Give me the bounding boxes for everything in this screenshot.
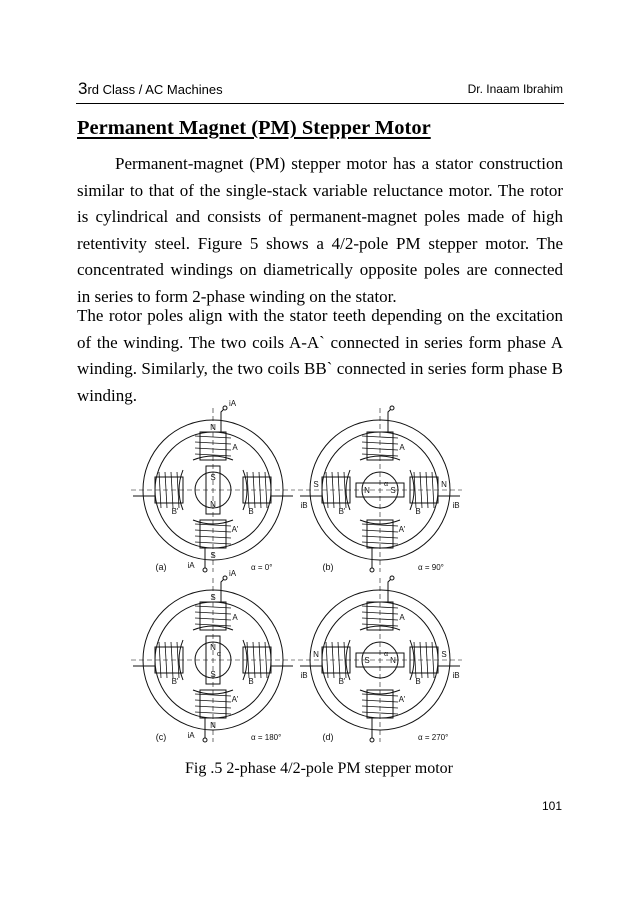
pole-b-prime-label: B' [171,507,179,516]
stator-bottom-label: S [210,551,216,560]
stepper-motor-figure [118,398,490,750]
section-title: Permanent Magnet (PM) Stepper Motor [77,117,431,139]
rotor-bottom-label: N [210,500,216,509]
rotor-left-label: N [364,486,370,495]
pole-b-prime-label: B' [171,677,179,686]
stator-right-label: N [441,480,447,489]
motor-panel-3 [131,569,295,742]
pole-b-prime-label: B' [338,507,346,516]
figure-caption: Fig .5 2-phase 4/2-pole PM stepper motor [185,760,453,777]
motor-panel-2 [298,406,462,572]
current-bottom-label: iA [187,561,195,570]
alpha-label: α [216,651,222,658]
current-left-label: iB [300,501,308,510]
alpha-label: α [383,651,389,658]
paragraph-2: The rotor poles align with the stator teeth depending on the excitation of the winding. The two coils A-A` connected in series form phase A winding. Similarly, the two coils BB` connected in series form phase B winding. [77,306,563,405]
pole-a-prime-label: A' [398,525,406,534]
terminal-bottom [203,738,207,742]
motor-panel-1 [131,399,295,572]
panel-angle-label: α = 180° [251,733,282,742]
pole-b-label: B [248,677,254,686]
current-left-label: iB [300,671,308,680]
terminal-bottom [370,738,374,742]
page-number: 101 [541,799,562,813]
paragraph-1: Permanent-magnet (PM) stepper motor has a stator construction similar to that of the single-stack variable reluctance motor. The rotor is cylindrical and consists of permanent-magnet poles made of high retentivity steel. Figure 5 shows a 4/2-pole PM stepper motor. The concentrated windings on diametrically opposite poles are connected in series to form 2-phase winding on the stator. [77,154,563,306]
current-top-label: iA [229,399,237,408]
rotor-left-label: S [364,656,370,665]
stator-right-label: S [441,650,447,659]
terminal-bottom [370,568,374,572]
rotor-right-label: N [390,656,396,665]
rotor-bottom-label: S [210,670,216,679]
panel-angle-label: α = 0° [251,563,273,572]
pole-a-prime-label: A' [231,525,239,534]
terminal-bottom [203,568,207,572]
panel-angle-label: α = 90° [418,563,444,572]
pole-a-prime-label: A' [398,695,406,704]
stator-left-label: S [313,480,319,489]
terminal-top [223,576,227,580]
stator-top-label: N [210,423,216,432]
pole-a-prime-label: A' [231,695,239,704]
header-class-title: rd Class / AC Machines [87,82,223,97]
panel-label: (a) [155,562,167,572]
panel-label: (d) [322,732,334,742]
lead-top [388,408,392,432]
header-class-number: 3 [78,79,88,98]
terminal-top [390,406,394,410]
header-left [78,79,223,99]
stator-left-label: N [313,650,319,659]
panel-angle-label: α = 270° [418,733,449,742]
pole-a-label: A [399,443,405,452]
current-right-label: iB [452,671,460,680]
rotor-top-label: S [210,473,216,482]
stator-bottom-label: N [210,721,216,730]
lead-top [388,578,392,602]
current-top-label: iA [229,569,237,578]
pole-a-label: A [399,613,405,622]
header-rule [76,103,564,104]
stator-top-label: S [210,593,216,602]
motor-panel-4 [298,576,462,742]
alpha-label: α [383,481,389,488]
lead-top [221,578,225,602]
pole-b-label: B [415,507,421,516]
current-right-label: iB [452,501,460,510]
current-bottom-label: iA [187,731,195,740]
lead-top [221,408,225,432]
rotor-top-label: N [210,643,216,652]
terminal-top [390,576,394,580]
pole-b-label: B [415,677,421,686]
pole-a-label: A [232,443,238,452]
pole-a-label: A [232,613,238,622]
panel-label: (b) [322,562,334,572]
header-author: Dr. Inaam Ibrahim [467,82,563,96]
pole-b-label: B [248,507,254,516]
rotor-right-label: S [390,486,396,495]
pole-b-prime-label: B' [338,677,346,686]
terminal-top [223,406,227,410]
panel-label: (c) [155,732,167,742]
